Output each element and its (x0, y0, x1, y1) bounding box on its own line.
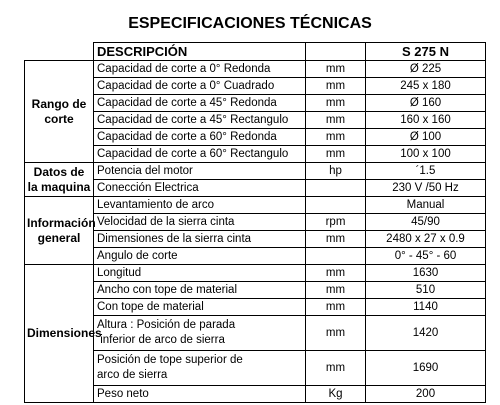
specs-table (24, 42, 486, 403)
row-unit: mm (306, 265, 366, 282)
row-value: 1140 (366, 299, 486, 316)
row-unit: rpm (306, 214, 366, 231)
row-value: Ø 100 (366, 129, 486, 146)
table-row (25, 61, 486, 78)
row-unit: mm (306, 61, 366, 78)
row-unit: Kg (306, 386, 366, 403)
row-value: Ø 225 (366, 61, 486, 78)
table-row (25, 146, 486, 163)
table-header-row (25, 43, 486, 61)
table-row (25, 351, 486, 386)
row-unit: mm (306, 95, 366, 112)
row-value: 245 x 180 (366, 78, 486, 95)
row-unit: hp (306, 163, 366, 180)
row-label-line2: inferior de arco de sierra (97, 334, 225, 346)
row-value: 100 x 100 (366, 146, 486, 163)
row-label: Conección Electrica (94, 180, 306, 197)
table-row (25, 231, 486, 248)
row-value: 1690 (366, 351, 486, 386)
table-row (25, 197, 486, 214)
row-unit: mm (306, 112, 366, 129)
table-row (25, 95, 486, 112)
row-unit: mm (306, 129, 366, 146)
table-row (25, 163, 486, 180)
row-value: 0° - 45° - 60 (366, 248, 486, 265)
row-value: 200 (366, 386, 486, 403)
row-unit (306, 248, 366, 265)
row-label: Velocidad de la sierra cinta (94, 214, 306, 231)
row-unit (306, 180, 366, 197)
row-value: Ø 160 (366, 95, 486, 112)
header-model: S 275 N (366, 43, 486, 61)
row-label: Capacidad de corte a 0° Cuadrado (94, 78, 306, 95)
row-label: Potencia del motor (94, 163, 306, 180)
table-row (25, 386, 486, 403)
row-label: Con tope de material (94, 299, 306, 316)
row-label-line1: Altura : Posición de parada (97, 319, 236, 331)
header-description: DESCRIPCIÓN (94, 43, 306, 61)
group-informacion-general: Información general (25, 197, 94, 265)
row-value: 45/90 (366, 214, 486, 231)
group-rango-de-corte: Rango de corte (25, 61, 94, 163)
table-row (25, 299, 486, 316)
table-row (25, 265, 486, 282)
row-label: Angulo de corte (94, 248, 306, 265)
group-datos-de-la-maquina: Datos de la maquina (25, 163, 94, 197)
row-value: 230 V /50 Hz (366, 180, 486, 197)
header-unit (306, 43, 366, 61)
row-label: Capacidad de corte a 45° Redonda (94, 95, 306, 112)
row-label (94, 351, 306, 386)
row-label-line2: arco de sierra (97, 369, 168, 381)
row-label: Levantamiento de arco (94, 197, 306, 214)
row-unit (306, 197, 366, 214)
header-blank-cell (25, 43, 94, 61)
row-value: 2480 x 27 x 0.9 (366, 231, 486, 248)
row-value: Manual (366, 197, 486, 214)
row-label: Dimensiones de la sierra cinta (94, 231, 306, 248)
row-value: ´1.5 (366, 163, 486, 180)
row-unit: mm (306, 299, 366, 316)
row-value: 510 (366, 282, 486, 299)
row-unit: mm (306, 146, 366, 163)
row-unit: mm (306, 351, 366, 386)
table-row (25, 78, 486, 95)
row-value: 160 x 160 (366, 112, 486, 129)
row-label: Capacidad de corte a 60° Redonda (94, 129, 306, 146)
table-row (25, 180, 486, 197)
table-row (25, 129, 486, 146)
row-label: Capacidad de corte a 60° Rectangulo (94, 146, 306, 163)
row-label: Longitud (94, 265, 306, 282)
row-unit: mm (306, 316, 366, 351)
table-row (25, 282, 486, 299)
table-row (25, 248, 486, 265)
row-label-line1: Posición de tope superior de (97, 354, 243, 366)
row-label: Capacidad de corte a 0° Redonda (94, 61, 306, 78)
row-value: 1420 (366, 316, 486, 351)
row-value: 1630 (366, 265, 486, 282)
row-unit: mm (306, 231, 366, 248)
page-title: ESPECIFICACIONES TÉCNICAS (128, 15, 372, 32)
row-label: Peso neto (94, 386, 306, 403)
row-label: Capacidad de corte a 45° Rectangulo (94, 112, 306, 129)
row-unit: mm (306, 282, 366, 299)
row-label: Ancho con tope de material (94, 282, 306, 299)
group-dimensiones: Dimensiones (25, 265, 94, 403)
table-row (25, 112, 486, 129)
row-label (94, 316, 306, 351)
row-unit: mm (306, 78, 366, 95)
